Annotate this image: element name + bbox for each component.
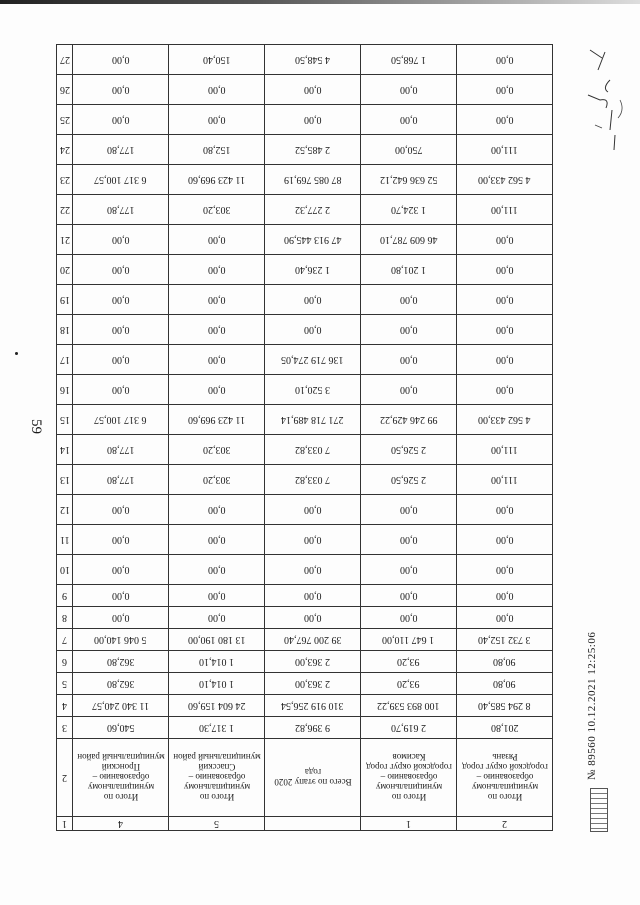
table-cell: 1 768,50 <box>361 45 457 75</box>
table-cell: 46 609 787,10 <box>361 225 457 255</box>
row-number: 8 <box>57 607 73 629</box>
table-cell: 177,80 <box>73 465 169 495</box>
row-number: 3 <box>57 717 73 739</box>
table-cell: 0,00 <box>73 105 169 135</box>
table-cell: 0,00 <box>265 525 361 555</box>
table-cell: 0,00 <box>169 225 265 255</box>
table-cell: 0,00 <box>457 585 553 607</box>
table-cell: 0,00 <box>361 105 457 135</box>
row-number: 13 <box>57 465 73 495</box>
table-cell: 310 919 256,54 <box>265 695 361 717</box>
table-cell: 362,80 <box>73 673 169 695</box>
table-cell: 100 893 539,22 <box>361 695 457 717</box>
row-number: 16 <box>57 375 73 405</box>
column-id <box>265 817 361 831</box>
table-row <box>57 585 553 607</box>
table-cell: 111,00 <box>457 135 553 165</box>
table-cell: 0,00 <box>169 75 265 105</box>
table-cell: 0,00 <box>457 105 553 135</box>
table-row <box>57 555 553 585</box>
row-number: 2 <box>57 739 73 817</box>
column-label: Итого по муниципальному образованию – городской округ город Рязань <box>457 739 553 817</box>
table-cell: 0,00 <box>169 375 265 405</box>
table-row <box>57 315 553 345</box>
table-cell: 136 719 274,05 <box>265 345 361 375</box>
table-cell: 2 277,32 <box>265 195 361 225</box>
table-cell: 87 085 769,19 <box>265 165 361 195</box>
table-cell: 0,00 <box>265 75 361 105</box>
row-number: 15 <box>57 405 73 435</box>
table-cell: 7 033,82 <box>265 465 361 495</box>
row-number: 7 <box>57 629 73 651</box>
table-cell: 9 396,82 <box>265 717 361 739</box>
table-row <box>57 607 553 629</box>
table-cell: 0,00 <box>73 375 169 405</box>
row-number: 12 <box>57 495 73 525</box>
table-row <box>57 673 553 695</box>
table-cell: 0,00 <box>265 105 361 135</box>
table-cell: 2 526,50 <box>361 435 457 465</box>
row-number: 5 <box>57 673 73 695</box>
table-cell: 0,00 <box>361 607 457 629</box>
table-cell: 5 046 140,00 <box>73 629 169 651</box>
table-cell: 3 732 152,40 <box>457 629 553 651</box>
column-id: 4 <box>73 817 169 831</box>
table-cell: 1 014,10 <box>169 673 265 695</box>
table-cell: 0,00 <box>169 315 265 345</box>
table-cell: 0,00 <box>73 525 169 555</box>
table-cell: 0,00 <box>169 345 265 375</box>
table-cell: 93,20 <box>361 651 457 673</box>
table-cell: 0,00 <box>361 555 457 585</box>
table-row <box>57 45 553 75</box>
row-number: 20 <box>57 255 73 285</box>
column-label: Итого по муниципальному образованию – Пронский муниципальный район <box>73 739 169 817</box>
table-cell: 0,00 <box>73 255 169 285</box>
table-cell: 52 636 642,12 <box>361 165 457 195</box>
table-cell: 271 718 489,14 <box>265 405 361 435</box>
table-cell: 0,00 <box>73 555 169 585</box>
table-cell: 2 485,52 <box>265 135 361 165</box>
table-cell: 0,00 <box>361 495 457 525</box>
table-cell: 0,00 <box>169 525 265 555</box>
data-table <box>56 44 553 831</box>
table-row <box>57 345 553 375</box>
table-cell: 0,00 <box>457 285 553 315</box>
table-cell: 0,00 <box>457 525 553 555</box>
table-row <box>57 135 553 165</box>
table-cell: 13 180 190,00 <box>169 629 265 651</box>
table-cell: 0,00 <box>361 315 457 345</box>
table-cell: 1 317,30 <box>169 717 265 739</box>
table-cell: 11 423 969,60 <box>169 405 265 435</box>
table-cell: 7 033,82 <box>265 435 361 465</box>
table-cell: 1 014,10 <box>169 651 265 673</box>
table-cell: 6 317 100,57 <box>73 405 169 435</box>
table-cell: 362,80 <box>73 651 169 673</box>
registration-stamp: № 89560 10.12.2021 12:25:06 <box>586 631 598 780</box>
table-cell: 0,00 <box>265 285 361 315</box>
table-row <box>57 75 553 105</box>
table-cell: 0,00 <box>169 495 265 525</box>
table-row <box>57 405 553 435</box>
table-row <box>57 285 553 315</box>
table-cell: 0,00 <box>457 607 553 629</box>
table-cell: 0,00 <box>457 225 553 255</box>
table-cell: 0,00 <box>457 555 553 585</box>
table-cell: 0,00 <box>73 225 169 255</box>
table-cell: 0,00 <box>73 285 169 315</box>
table-cell: 177,80 <box>73 435 169 465</box>
table-cell: 47 913 445,90 <box>265 225 361 255</box>
table-cell: 90,80 <box>457 673 553 695</box>
page-number: 59 <box>28 419 44 434</box>
table-cell: 0,00 <box>361 285 457 315</box>
table-cell: 11 340 240,57 <box>73 695 169 717</box>
table-cell: 0,00 <box>457 255 553 285</box>
table-cell: 4 562 433,00 <box>457 405 553 435</box>
table-cell: 8 294 585,40 <box>457 695 553 717</box>
table-cell: 303,20 <box>169 195 265 225</box>
table-cell: 0,00 <box>169 555 265 585</box>
row-number: 17 <box>57 345 73 375</box>
row-number: 27 <box>57 45 73 75</box>
table-cell: 177,80 <box>73 195 169 225</box>
table-row <box>57 105 553 135</box>
table-cell: 0,00 <box>73 495 169 525</box>
table-cell: 24 604 159,60 <box>169 695 265 717</box>
table-cell: 0,00 <box>169 255 265 285</box>
table-cell: 0,00 <box>73 585 169 607</box>
table-cell: 1 324,70 <box>361 195 457 225</box>
table-cell: 0,00 <box>169 585 265 607</box>
table-cell: 0,00 <box>265 607 361 629</box>
table-cell: 93,20 <box>361 673 457 695</box>
table-cell: 1 236,40 <box>265 255 361 285</box>
row-number: 22 <box>57 195 73 225</box>
table-cell: 39 200 767,40 <box>265 629 361 651</box>
table-cell: 0,00 <box>169 607 265 629</box>
table-cell: 111,00 <box>457 465 553 495</box>
table-cell: 111,00 <box>457 195 553 225</box>
table-cell: 0,00 <box>457 75 553 105</box>
column-id: 5 <box>169 817 265 831</box>
table-cell: 0,00 <box>265 555 361 585</box>
row-number: 10 <box>57 555 73 585</box>
table-cell: 0,00 <box>361 585 457 607</box>
table-cell: 1 647 110,00 <box>361 629 457 651</box>
page-top-edge <box>0 0 640 4</box>
table-cell: 0,00 <box>361 75 457 105</box>
row-number: 9 <box>57 585 73 607</box>
table-cell: 0,00 <box>73 345 169 375</box>
column-id: 1 <box>361 817 457 831</box>
table-cell: 0,00 <box>73 45 169 75</box>
table-cell: 4 562 433,00 <box>457 165 553 195</box>
table-cell: 303,20 <box>169 435 265 465</box>
table-cell: 2 363,00 <box>265 673 361 695</box>
table-cell: 0,00 <box>265 315 361 345</box>
row-number: 25 <box>57 105 73 135</box>
table-cell: 0,00 <box>457 495 553 525</box>
table-cell: 0,00 <box>73 315 169 345</box>
table-row <box>57 629 553 651</box>
row-number: 11 <box>57 525 73 555</box>
table-cell: 540,60 <box>73 717 169 739</box>
table-row <box>57 225 553 255</box>
row-number: 23 <box>57 165 73 195</box>
table-row <box>57 651 553 673</box>
id-row <box>57 817 553 831</box>
table-cell: 6 317 100,57 <box>73 165 169 195</box>
table-cell: 1 201,80 <box>361 255 457 285</box>
column-label: Всего по этапу 2020 года <box>265 739 361 817</box>
table-cell: 111,00 <box>457 435 553 465</box>
table-cell: 0,00 <box>73 607 169 629</box>
table-cell: 0,00 <box>361 375 457 405</box>
table-cell: 0,00 <box>457 375 553 405</box>
table-cell: 150,40 <box>169 45 265 75</box>
table-cell: 90,80 <box>457 651 553 673</box>
row-number: 21 <box>57 225 73 255</box>
table-cell: 0,00 <box>169 285 265 315</box>
table-cell: 11 423 969,60 <box>169 165 265 195</box>
table-row <box>57 195 553 225</box>
table-cell: 99 246 429,22 <box>361 405 457 435</box>
row-number: 4 <box>57 695 73 717</box>
table-cell: 0,00 <box>361 525 457 555</box>
row-number: 24 <box>57 135 73 165</box>
table-cell: 0,00 <box>169 105 265 135</box>
column-label: Итого по муниципальному образованию – городской округ город Касимов <box>361 739 457 817</box>
table-row <box>57 255 553 285</box>
row-number: 26 <box>57 75 73 105</box>
table-row <box>57 165 553 195</box>
table-cell: 2 526,50 <box>361 465 457 495</box>
scan-dot <box>15 352 18 355</box>
table-row <box>57 525 553 555</box>
table-row <box>57 435 553 465</box>
table-cell: 201,80 <box>457 717 553 739</box>
column-label: Итого по муниципальному образованию – Спасский муниципальный район <box>169 739 265 817</box>
row-number: 1 <box>57 817 73 831</box>
column-id: 2 <box>457 817 553 831</box>
table-row <box>57 495 553 525</box>
table-cell: 0,00 <box>457 315 553 345</box>
table-cell: 152,80 <box>169 135 265 165</box>
table-cell: 3 520,10 <box>265 375 361 405</box>
table-row <box>57 375 553 405</box>
table-cell: 177,80 <box>73 135 169 165</box>
table-cell: 0,00 <box>361 345 457 375</box>
row-number: 19 <box>57 285 73 315</box>
table-cell: 0,00 <box>265 495 361 525</box>
table-row <box>57 465 553 495</box>
table-row <box>57 695 553 717</box>
table-cell: 0,00 <box>265 585 361 607</box>
table-row <box>57 717 553 739</box>
row-number: 6 <box>57 651 73 673</box>
table-cell: 0,00 <box>457 345 553 375</box>
table-cell: 303,20 <box>169 465 265 495</box>
row-number: 18 <box>57 315 73 345</box>
table-cell: 2 363,00 <box>265 651 361 673</box>
table-cell: 4 548,50 <box>265 45 361 75</box>
barcode-icon <box>590 788 608 832</box>
table-cell: 0,00 <box>73 75 169 105</box>
header-row <box>57 739 553 817</box>
row-number: 14 <box>57 435 73 465</box>
handwritten-signature <box>580 40 635 160</box>
table-cell: 750,00 <box>361 135 457 165</box>
table-cell: 2 619,70 <box>361 717 457 739</box>
table-cell: 0,00 <box>457 45 553 75</box>
